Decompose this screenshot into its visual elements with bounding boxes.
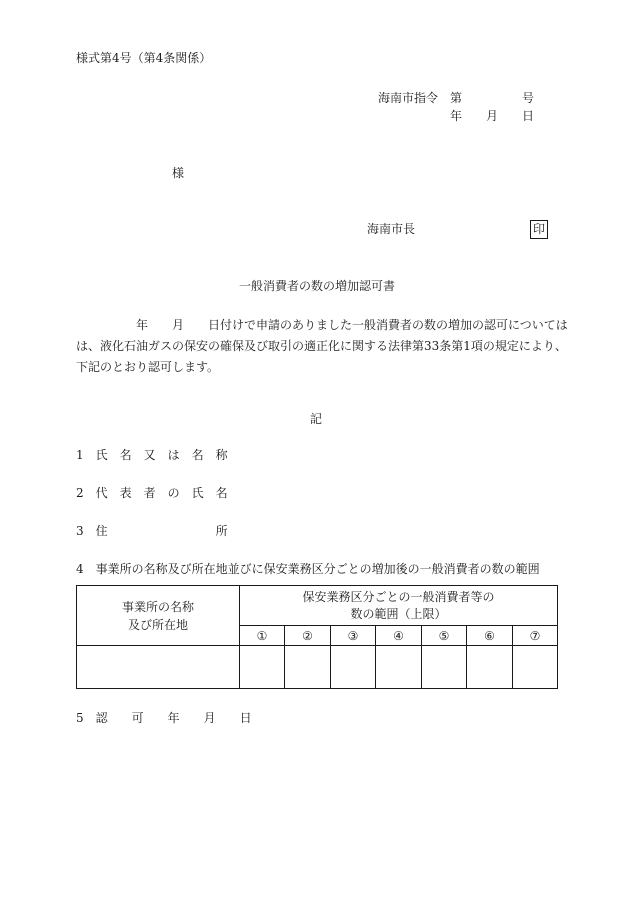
signer-title: 海南市長 [367, 222, 416, 236]
office-header-line: 及び所在地 [127, 617, 188, 632]
column-label-3: ③ [331, 626, 376, 646]
range-value-cell-4[interactable] [376, 646, 422, 689]
item-address: 3 住 所 [76, 524, 228, 538]
date-line: 年 月 日 [450, 109, 535, 123]
column-label-6: ⑥ [467, 626, 513, 646]
range-value-cell-3[interactable] [331, 646, 376, 689]
range-header-line: 数の範囲（上限） [350, 606, 447, 621]
body-paragraph [76, 315, 568, 378]
addressee-suffix: 様 [172, 166, 185, 180]
body-line: 年 月 日付けで申請のありました一般消費者の数の増加の認可については [76, 318, 568, 332]
document-title: 一般消費者の数の増加認可書 [239, 279, 396, 293]
range-value-cell-5[interactable] [422, 646, 467, 689]
consumer-range-table [76, 585, 558, 689]
office-header-cell [77, 586, 240, 646]
range-header-line: 保安業務区分ごとの一般消費者等の [302, 589, 495, 604]
range-value-cell-2[interactable] [285, 646, 331, 689]
range-value-cell-7[interactable] [513, 646, 558, 689]
item-representative: 2 代 表 者 の 氏 名 [76, 486, 228, 500]
column-label-7: ⑦ [513, 626, 558, 646]
office-value-cell[interactable] [77, 646, 240, 689]
item-office-range: 4 事業所の名称及び所在地並びに保安業務区分ごとの増加後の一般消費者の数の範囲 [76, 562, 540, 576]
item-approval-date: 5 認 可 年 月 日 [76, 711, 252, 725]
office-header-line: 事業所の名称 [121, 599, 194, 614]
issuer-number: 海南市指令 第 号 [378, 91, 535, 105]
body-line: は、液化石油ガスの保安の確保及び取引の適正化に関する法律第33条第1項の規定により、 [76, 339, 567, 353]
form-id: 様式第4号（第4条関係） [76, 51, 212, 65]
seal-mark: 印 [530, 220, 548, 239]
column-label-1: ① [240, 626, 285, 646]
range-header-cell [240, 586, 558, 626]
item-name: 1 氏 名 又 は 名 称 [76, 448, 228, 462]
column-label-2: ② [285, 626, 331, 646]
range-value-cell-6[interactable] [467, 646, 513, 689]
ki-heading: 記 [310, 412, 323, 426]
column-label-5: ⑤ [422, 626, 467, 646]
column-label-4: ④ [376, 626, 422, 646]
range-value-cell-1[interactable] [240, 646, 285, 689]
body-line: 下記のとおり認可します。 [76, 360, 220, 374]
